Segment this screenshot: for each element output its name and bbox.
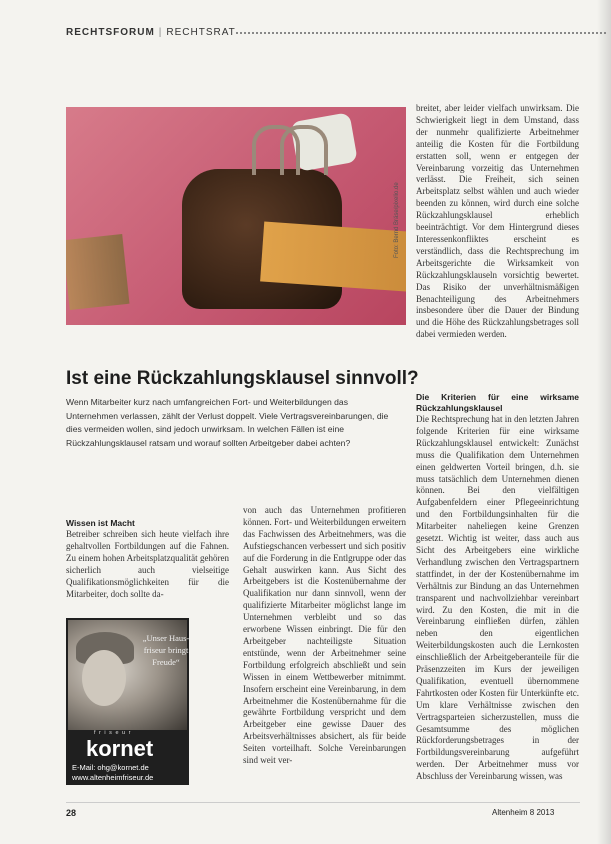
column-3-bottom — [416, 392, 579, 783]
header-dotted-rule — [236, 32, 606, 34]
section1-text: Betreiber schreiben sich heute vielfach ihre gehaltvollen Fortbildungen auf die Fahnen. Zu einem hohen Arbeitsplatzqualität gehören sicherlich auch vielseitige Qualifikationsmöglichkeiten für die Mitarbeiter, doch sollte da- — [66, 529, 229, 599]
section-header — [66, 27, 236, 38]
ad-face-shape — [82, 650, 126, 706]
section2-heading: Die Kriterien für eine wirksame Rückzahlungsklausel — [416, 392, 579, 413]
article-headline: Ist eine Rückzahlungsklausel sinnvoll? — [66, 368, 419, 389]
ad-logo: kornet — [86, 736, 154, 761]
page-edge-shadow — [597, 0, 611, 844]
magazine-issue: Altenheim 8 2013 — [492, 808, 555, 817]
column-3-top — [416, 103, 579, 341]
article-photo — [66, 107, 406, 325]
header-separator: | — [158, 27, 163, 38]
column-2 — [243, 505, 406, 767]
kornet-advertisement[interactable] — [66, 618, 189, 785]
column-1 — [66, 518, 229, 600]
subsection-title: RECHTSRAT — [166, 27, 236, 38]
banknote-right — [260, 221, 406, 292]
ad-tagline: f r i s e u r — [94, 730, 132, 736]
section1-heading: Wissen ist Macht — [66, 518, 135, 528]
ad-quote: „Unser Haus-friseur bringt Freude“ — [142, 633, 189, 667]
section-title: RECHTSFORUM — [66, 27, 155, 38]
ad-email[interactable]: E-Mail: ohg@kornet.de — [72, 763, 149, 772]
article-lead: Wenn Mitarbeiter kurz nach umfangreichen Fort- und Weiterbildungen das Unternehmen verlassen, zählt der Verlust doppelt. Viele Vertragsvereinbarungen, die dies vermeiden wollen, sind jedoch unwirksam. In welchen Fällen ist eine Rückzahlungsklausel ratsam und worauf sollten Arbeitgeber dabei achten? — [66, 397, 389, 448]
photo-credit: Foto: Bernd Bräse/pixelio.de — [394, 182, 400, 258]
ad-website[interactable]: www.altenheimfriseur.de — [72, 773, 154, 782]
footer-rule — [66, 802, 580, 803]
column3-text: breitet, aber leider vielfach unwirksam. Die Schwierigkeit liegt in dem Umstand, dass der nunmehr qualifizierte Arbeitnehmer anteilig die Kosten für die Fortbildung erstatten soll, wenn er entgegen der Vereinbarung vorzeitig das Unternehmen verlässt. Die Freiheit, sich seinen Arbeitsplatz selbst wählen und auch wieder beenden zu können, wird durch eine solche Rückzahlungsklausel erheblich beeinträchtigt. Vor dem Hintergrund dieses Interessenkonfliktes erscheint es verständlich, dass die Rechtsprechung im Arbeitsgerichte die Wirksamkeit von Rückzahlungsklauseln vorsichtig bewertet. Das Risiko der unverhältnismäßigen Benachteiligung des Arbeitnehmers insbesondere über die Dauer der Bindung und die Höhe des Rückzahlungsbetrages soll dabei vermieden werden. — [416, 103, 579, 340]
banknote-left — [66, 234, 129, 310]
column2-text: von auch das Unternehmen profitieren können. Fort- und Weiterbildungen erweitern das Fachwissen des Arbeitnehmers, was die Aufstiegschancen verbessert und sich positiv auf die Forderung in die Entlgruppe oder das Gehalt auswirken kann. Aus Sicht des Arbeitgebers ist die Kostenübernahme der Qualifikation nur dann sinnvoll, wenn der qualifizierte Mitarbeiter möglichst lange im Unternehmen verbleibt und so das erworbene Wissen einbringt. Die für den Arbeitgeber nachteiligste Situation entstünde, wenn der Arbeitnehmer seine Fortbildung erfolgreich abschließt und sein Wissen in einem Wettbewerber mitnimmt. Insofern erscheint eine Vereinbarung, in dem Arbeitnehmer die Kostenübernahme für die gewährte Fortbildung verspricht und dem Arbeitgeber eine gewisse Dauer des Arbeitsverhältnisses absichert, als für beide Seiten vorteilhaft. Solche Vereinbarungen sind weit ver- — [243, 505, 406, 766]
purse-clasp-right — [280, 125, 328, 175]
page-number: 28 — [66, 808, 77, 818]
section2-text: Die Rechtsprechung hat in den letzten Jahren folgende Kriterien für eine wirksame Rückzahlungsklausel entwickelt: Zunächst muss die Qualifikation dem Unternehmen einen geldwerten Vorteil bringen, d.h. sie muss tatsächlich dem Unternehmen dienen können. Bei den vielfältigen Aufgabenfeldern einer Pflegeeinrichtung und den Fortbildungsinhalten für die Mitarbeiter naheliegen keine Grenzen gesetzt. Wichtig ist weiter, dass auch aus Sicht des Arbeitgebers eine wirkliche Verhandlung zwischen den Vertragspartnern stattfindet, in der der Kostenübernahme im Verhältnis zur Bindung an das Unternehmen transparent und nachvollziehbar vereinbart wird. Zu den Kosten, die mit in die Vereinbarung einfließen dürfen, zählen neben den eigentlichen Weiterbildungskosten auch die Lernkosten einschließlich der Arbeitgeberanteile für die Präsenzzeiten im Kurs der jeweiligen Qualifikation, eventuell übernommene Fahrtkosten oder Kosten für Unterkünfte etc. Um klare Verhältnisse zwischen den Vertragsparteien sicherzustellen, muss die Gesamtsumme des möglichen Rückforderungsbetrages in der Fortbildungsvereinbarung aufgeführt werden. Der Arbeitnehmer muss vor Abschluss der Vereinbarung wissen, was — [416, 414, 579, 782]
